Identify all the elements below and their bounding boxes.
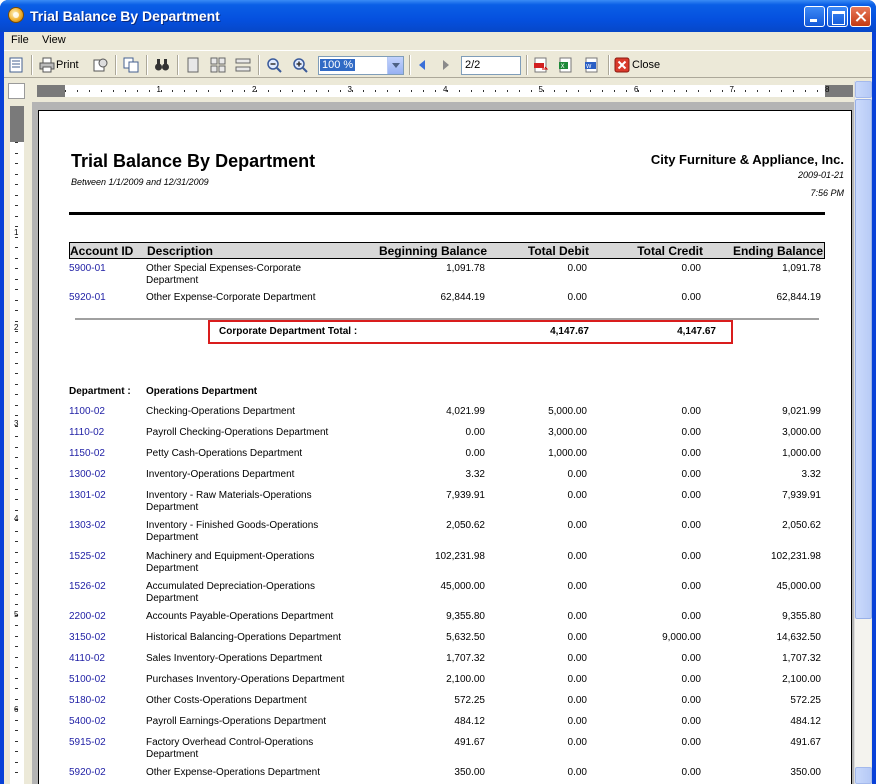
report-time: 7:56 PM	[810, 188, 844, 198]
document-list-icon	[8, 57, 24, 73]
zoom-out-icon	[266, 57, 282, 73]
amount-beginning: 102,231.98	[434, 551, 485, 562]
menu-file[interactable]: File	[11, 34, 29, 46]
arrow-left-icon	[414, 57, 430, 73]
ruler-mark: 4	[443, 85, 448, 94]
account-description: Other Costs-Operations Department	[146, 695, 307, 706]
account-description: Other Expense-Corporate Department	[146, 292, 316, 303]
account-description: Department	[146, 502, 199, 513]
amount-debit: 0.00	[567, 632, 587, 643]
print-button[interactable]	[39, 55, 79, 75]
header-divider	[69, 212, 825, 215]
multi-page-icon	[210, 57, 226, 73]
ruler-mark: 2	[14, 323, 19, 332]
binoculars-icon	[154, 57, 170, 73]
multi-page-button[interactable]	[210, 55, 226, 75]
table-of-contents-button[interactable]	[8, 55, 24, 75]
amount-debit: 0.00	[567, 520, 587, 531]
vertical-scrollbar[interactable]	[854, 81, 871, 784]
amount-credit: 0.00	[681, 427, 701, 438]
account-description: Inventory - Finished Goods-Operations	[146, 520, 319, 531]
account-description: Department	[146, 275, 199, 286]
amount-beginning: 1,707.32	[446, 653, 485, 664]
account-description: Accumulated Depreciation-Operations	[146, 581, 315, 592]
amount-ending: 9,021.99	[782, 406, 821, 417]
amount-credit: 0.00	[681, 406, 701, 417]
amount-beginning: 7,939.91	[446, 490, 485, 501]
amount-ending: 2,050.62	[782, 520, 821, 531]
client-area	[4, 32, 872, 784]
amount-ending: 1,707.32	[782, 653, 821, 664]
amount-beginning: 350.00	[454, 767, 485, 778]
zoom-value: 100 %	[322, 59, 354, 71]
single-page-icon	[185, 57, 201, 73]
amount-beginning: 3.32	[465, 469, 485, 480]
amount-debit: 0.00	[567, 581, 587, 592]
svg-text:W: W	[586, 64, 592, 70]
export-excel-button[interactable]	[558, 55, 574, 75]
menu-view[interactable]: View	[42, 34, 66, 46]
amount-ending: 7,939.91	[782, 490, 821, 501]
ruler-mark: 7	[729, 85, 734, 94]
continuous-page-icon	[235, 57, 251, 73]
toolbar	[4, 50, 872, 78]
ruler-mark: 1	[156, 85, 161, 94]
ruler-mark: 5	[538, 85, 543, 94]
amount-beginning: 45,000.00	[440, 581, 485, 592]
amount-ending: 350.00	[790, 767, 821, 778]
find-button[interactable]	[154, 55, 170, 75]
window-title: Trial Balance By Department	[30, 8, 220, 24]
amount-credit: 0.00	[681, 263, 701, 274]
amount-debit: 0.00	[567, 490, 587, 501]
amount-ending: 3,000.00	[782, 427, 821, 438]
account-description: Department	[146, 749, 199, 760]
account-description: Department	[146, 532, 199, 543]
account-description: Sales Inventory-Operations Department	[146, 653, 323, 664]
chevron-down-icon[interactable]	[387, 57, 403, 74]
ruler-mark: 5	[14, 609, 19, 619]
zoom-select[interactable]	[318, 56, 404, 75]
account-id-link[interactable]: 1100-02	[69, 406, 105, 417]
account-description: Inventory - Raw Materials-Operations	[146, 490, 312, 501]
page-setup-button[interactable]	[92, 55, 108, 75]
menu-bar	[4, 32, 872, 49]
amount-beginning: 5,632.50	[446, 632, 485, 643]
account-id-link[interactable]: 5900-01	[69, 263, 106, 274]
amount-debit: 0.00	[567, 737, 587, 748]
amount-credit: 0.00	[681, 469, 701, 480]
account-description: Inventory-Operations Department	[146, 469, 295, 480]
pdf-export-icon	[533, 57, 549, 73]
copy-icon	[123, 57, 139, 73]
amount-beginning: 1,091.78	[446, 263, 485, 274]
column-header-account: Account ID	[70, 244, 134, 258]
account-id-link[interactable]: 1110-02	[69, 427, 105, 438]
amount-credit: 0.00	[681, 653, 701, 664]
account-description: Department	[146, 593, 199, 604]
amount-debit: 0.00	[567, 767, 587, 778]
ruler-mark: 3	[347, 85, 352, 94]
amount-beginning: 572.25	[454, 695, 485, 706]
column-header-debit: Total Debit	[527, 244, 589, 258]
ruler-mark: 3	[14, 418, 19, 428]
app-icon	[8, 7, 24, 23]
printer-icon	[39, 57, 55, 73]
maximize-button[interactable]	[827, 6, 848, 27]
amount-credit: 0.00	[681, 551, 701, 562]
amount-debit: 0.00	[567, 695, 587, 706]
account-description: Payroll Checking-Operations Department	[146, 427, 329, 438]
account-id-link[interactable]: 5400-02	[69, 716, 106, 727]
account-id-link[interactable]: 5920-01	[69, 292, 106, 303]
scroll-thumb[interactable]	[855, 99, 872, 619]
report-page	[38, 110, 852, 784]
amount-ending: 484.12	[790, 716, 821, 727]
account-description: Checking-Operations Department	[146, 406, 295, 417]
amount-credit: 0.00	[681, 695, 701, 706]
arrow-right-icon	[438, 57, 454, 73]
scroll-up-icon[interactable]	[855, 81, 872, 98]
amount-ending: 45,000.00	[776, 581, 821, 592]
amount-beginning: 62,844.19	[440, 292, 485, 303]
amount-beginning: 491.67	[454, 737, 485, 748]
account-description: Purchases Inventory-Operations Department	[146, 674, 345, 685]
amount-credit: 0.00	[681, 581, 701, 592]
amount-debit: 0.00	[567, 653, 587, 664]
amount-credit: 0.00	[681, 716, 701, 727]
account-description: Historical Balancing-Operations Department	[146, 632, 342, 643]
scroll-down-icon[interactable]	[855, 767, 872, 784]
department-name: Operations Department	[146, 386, 258, 397]
amount-credit: 9,000.00	[662, 632, 701, 643]
account-description: Machinery and Equipment-Operations	[146, 551, 315, 562]
account-id-link[interactable]: 1300-02	[69, 469, 106, 480]
amount-credit: 0.00	[681, 490, 701, 501]
ruler-mark: 2	[252, 85, 257, 94]
continuous-page-button[interactable]	[235, 55, 251, 75]
amount-debit: 0.00	[567, 551, 587, 562]
column-header-ending: Ending Balance	[732, 244, 823, 258]
ruler-mark: 6	[14, 705, 19, 714]
excel-export-icon	[558, 57, 574, 73]
print-label: Print	[56, 59, 79, 71]
amount-beginning: 484.12	[454, 716, 485, 727]
corporate-total-credit: 4,147.67	[677, 326, 716, 337]
amount-ending: 1,000.00	[782, 448, 821, 459]
account-description: Accounts Payable-Operations Department	[146, 611, 334, 622]
amount-credit: 0.00	[681, 737, 701, 748]
page-number-field[interactable]: 2/2	[461, 56, 521, 75]
page-setup-icon	[92, 57, 108, 73]
amount-ending: 2,100.00	[782, 674, 821, 685]
single-page-button[interactable]	[185, 55, 201, 75]
report-viewport[interactable]	[32, 102, 854, 784]
account-id-link[interactable]: 5100-02	[69, 674, 106, 685]
svg-text:X: X	[560, 63, 565, 70]
report-date-range: Between 1/1/2009 and 12/31/2009	[71, 177, 209, 187]
account-description: Petty Cash-Operations Department	[146, 448, 303, 459]
word-export-icon	[584, 57, 600, 73]
amount-beginning: 0.00	[465, 427, 485, 438]
next-page-button[interactable]	[438, 55, 454, 75]
title-bar[interactable]	[0, 0, 876, 32]
account-id-link[interactable]: 1301-02	[69, 490, 106, 501]
account-id-link[interactable]: 4110-02	[69, 653, 105, 664]
column-header-description: Description	[147, 244, 214, 258]
amount-debit: 0.00	[567, 716, 587, 727]
table-header	[69, 242, 825, 259]
horizontal-ruler[interactable]	[37, 85, 853, 97]
account-id-link[interactable]: 1526-02	[69, 581, 106, 592]
copy-button[interactable]	[123, 55, 139, 75]
account-id-link[interactable]: 2200-02	[69, 611, 106, 622]
account-description: Other Expense-Operations Department	[146, 767, 320, 778]
corporate-total-highlight	[208, 320, 733, 344]
export-pdf-button[interactable]	[533, 55, 549, 75]
account-id-link[interactable]: 5920-02	[69, 767, 106, 778]
amount-debit: 3,000.00	[548, 427, 587, 438]
amount-beginning: 2,100.00	[446, 674, 485, 685]
amount-debit: 0.00	[567, 469, 587, 480]
amount-debit: 1,000.00	[548, 448, 587, 459]
amount-ending: 62,844.19	[776, 292, 821, 303]
horizontal-ruler-bar	[4, 80, 872, 102]
amount-ending: 491.67	[790, 737, 821, 748]
ruler-mark: 1	[14, 227, 19, 237]
amount-ending: 572.25	[790, 695, 821, 706]
zoom-out-button[interactable]	[266, 55, 282, 75]
amount-credit: 0.00	[681, 767, 701, 778]
ruler-mark: 4	[14, 514, 19, 523]
zoom-in-button[interactable]	[292, 55, 308, 75]
column-header-credit: Total Credit	[637, 244, 703, 258]
minimize-button[interactable]	[804, 6, 825, 27]
corporate-total-debit: 4,147.67	[550, 326, 589, 337]
amount-ending: 1,091.78	[782, 263, 821, 274]
amount-debit: 5,000.00	[548, 406, 587, 417]
close-label: Close	[632, 59, 661, 71]
account-id-link[interactable]: 5915-02	[69, 737, 106, 748]
amount-beginning: 9,355.80	[446, 611, 485, 622]
amount-ending: 14,632.50	[776, 632, 821, 643]
amount-credit: 0.00	[681, 611, 701, 622]
amount-credit: 0.00	[681, 520, 701, 531]
close-window-button[interactable]	[850, 6, 871, 27]
amount-credit: 0.00	[681, 674, 701, 685]
account-id-link[interactable]: 1303-02	[69, 520, 106, 531]
account-description: Factory Overhead Control-Operations	[146, 737, 314, 748]
account-id-link[interactable]: 1150-02	[69, 448, 105, 459]
ruler-corner	[8, 83, 25, 99]
amount-ending: 102,231.98	[770, 551, 821, 562]
account-description: Payroll Earnings-Operations Department	[146, 716, 327, 727]
close-report-button[interactable]	[614, 55, 660, 75]
corporate-total-label: Corporate Department Total :	[219, 326, 358, 337]
amount-debit: 0.00	[567, 292, 587, 303]
account-id-link[interactable]: 1525-02	[69, 551, 106, 562]
amount-debit: 0.00	[567, 611, 587, 622]
account-id-link[interactable]: 3150-02	[69, 632, 106, 643]
previous-page-button[interactable]	[414, 55, 430, 75]
amount-beginning: 4,021.99	[446, 406, 485, 417]
amount-debit: 0.00	[567, 674, 587, 685]
department-label: Department :	[69, 386, 131, 397]
account-description: Department	[146, 563, 199, 574]
ruler-mark: 8	[825, 85, 830, 94]
account-id-link[interactable]: 5180-02	[69, 695, 106, 706]
export-word-button[interactable]	[584, 55, 600, 75]
vertical-ruler[interactable]	[10, 106, 24, 784]
report-date: 2009-01-21	[797, 170, 844, 180]
column-header-beginning: Beginning Balance	[378, 244, 487, 258]
zoom-in-icon	[292, 57, 308, 73]
amount-ending: 9,355.80	[782, 611, 821, 622]
report-title: Trial Balance By Department	[71, 151, 316, 171]
ruler-mark: 6	[634, 85, 639, 94]
close-icon	[614, 57, 630, 73]
amount-beginning: 2,050.62	[446, 520, 485, 531]
amount-debit: 0.00	[567, 263, 587, 274]
account-description: Other Special Expenses-Corporate	[146, 263, 302, 274]
amount-ending: 3.32	[801, 469, 821, 480]
amount-credit: 0.00	[681, 292, 701, 303]
amount-beginning: 0.00	[465, 448, 485, 459]
amount-credit: 0.00	[681, 448, 701, 459]
company-name: City Furniture & Appliance, Inc.	[650, 152, 844, 167]
